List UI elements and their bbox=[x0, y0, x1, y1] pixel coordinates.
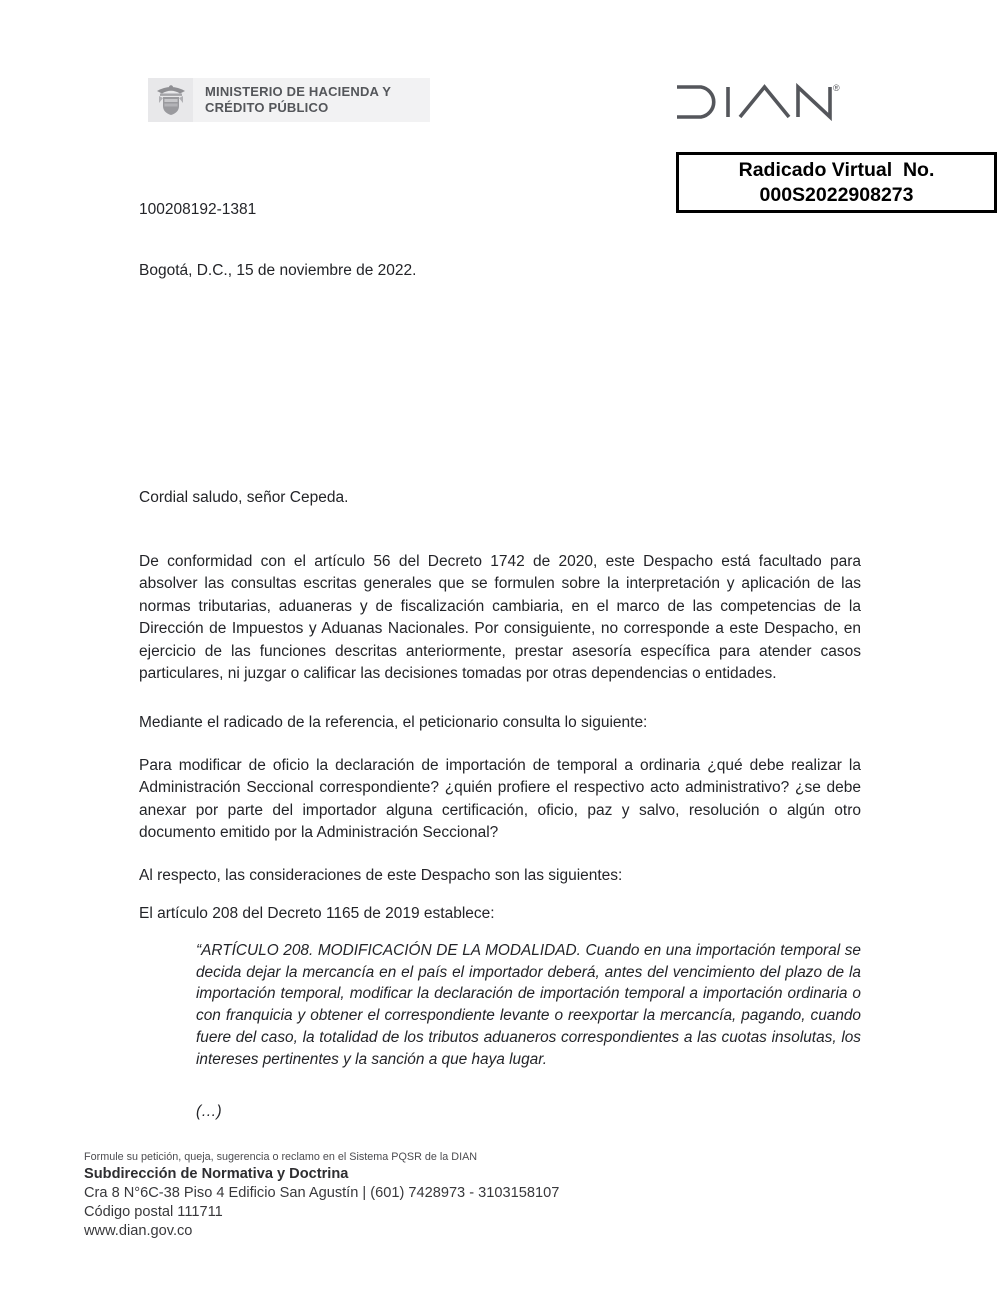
paragraph-articulo-208-intro: El artículo 208 del Decreto 1165 de 2019 establece: bbox=[139, 905, 495, 922]
ministry-name-line2: CRÉDITO PÚBLICO bbox=[205, 100, 329, 115]
paragraph-consulta: Para modificar de oficio la declaración de importación de temporal a ordinaria ¿qué debe realizar la Administración Seccional correspondiente? ¿quién profiere el respectivo acto administrativo? ¿se debe anexar por parte del importador alguna certificación, oficio, paz y salvo, resolución o algún otro documento emitido por la Administración Seccional? bbox=[139, 757, 861, 842]
footer-postal-code: Código postal 111711 bbox=[84, 1204, 223, 1220]
paragraph-radicado-referencia: Mediante el radicado de la referencia, el peticionario consulta lo siguiente: bbox=[139, 714, 648, 731]
dian-logo bbox=[672, 79, 847, 130]
radicado-number: 000S2022908273 bbox=[759, 183, 914, 206]
footer-website: www.dian.gov.co bbox=[84, 1223, 193, 1239]
quote-articulo-208: “ARTÍCULO 208. MODIFICACIÓN DE LA MODALIDAD. Cuando en una importación temporal se decida dejar la mercancía en el país el importador deberá, antes del vencimiento del plazo de la importación temporal, modificar la declaración de importación temporal a importación ordinaria o con franquicia y obtener el correspondiente levante o reexportar la mercancía, pagando, cuando fuere del caso, la totalidad de los tributos aduaneros correspondientes a las cuotas insolutas, los intereses pertinentes y la sanción a que haya lugar. bbox=[196, 942, 861, 1068]
dian-wordmark-icon bbox=[672, 79, 847, 125]
ministry-name-line1: MINISTERIO DE HACIENDA Y bbox=[205, 84, 392, 99]
radicado-label: Radicado Virtual No. bbox=[738, 158, 935, 181]
date-line: Bogotá, D.C., 15 de noviembre de 2022. bbox=[139, 262, 417, 279]
footer bbox=[84, 1149, 784, 1241]
quote-ellipsis: (…) bbox=[196, 1103, 222, 1120]
registered-mark: ® bbox=[833, 83, 840, 93]
paragraph-consideraciones: Al respecto, las consideraciones de este Despacho son las siguientes: bbox=[139, 867, 623, 884]
greeting: Cordial saludo, señor Cepeda. bbox=[139, 489, 349, 506]
ministry-logo bbox=[148, 78, 430, 122]
reference-number: 100208192-1381 bbox=[139, 201, 257, 218]
colombia-coat-of-arms-icon bbox=[148, 78, 193, 122]
footer-department: Subdirección de Normativa y Doctrina bbox=[84, 1166, 349, 1182]
footer-address: Cra 8 N°6C-38 Piso 4 Edificio San Agustín | (601) 7428973 - 3103158107 bbox=[84, 1185, 560, 1201]
footer-pqsr-line: Formule su petición, queja, sugerencia o reclamo en el Sistema PQSR de la DIAN bbox=[84, 1151, 478, 1163]
paragraph-competencia: De conformidad con el artículo 56 del Decreto 1742 de 2020, este Despacho está facultado para absolver las consultas escritas generales que se formulen sobre la interpretación y aplicación de las normas tributarias, aduaneras y de fiscalización cambiaria, en el marco de las competencias de la Dirección de Impuestos y Aduanas Nacionales. Por consiguiente, no corresponde a este Despacho, en ejercicio de las funciones descritas anteriormente, prestar asesoría específica para atender casos particulares, ni juzgar o calificar las decisiones tomadas por otras dependencias o entidades. bbox=[139, 553, 861, 683]
